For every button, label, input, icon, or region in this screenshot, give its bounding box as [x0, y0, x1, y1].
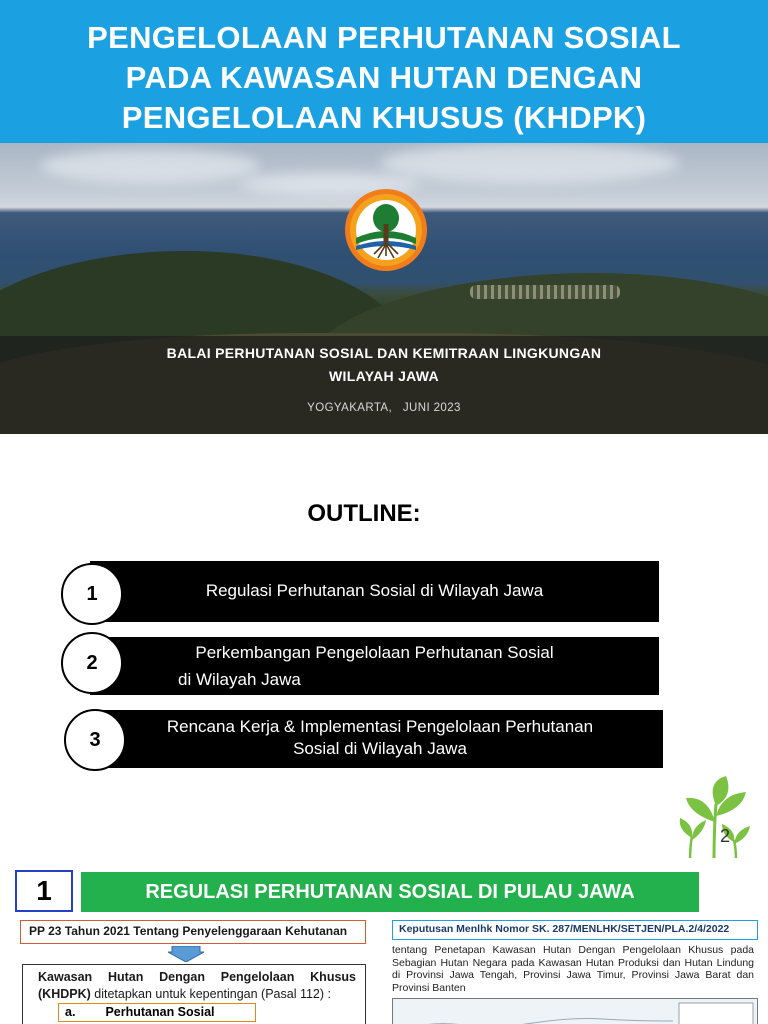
organization-line-2: WILAYAH JAWA [329, 368, 439, 384]
sk-decree-text: tentang Penetapan Kawasan Hutan Dengan Pengelolaan Khusus pada Sebagian Hutan Negara pada Kawasan Hutan Produksi dan Hutan Lindung di Provinsi Jawa Tengah, Provinsi Jawa Timur, Provinsi Jawa Barat dan Provinsi Banten [392, 944, 754, 994]
outline-item-3-text-line1: Rencana Kerja & Implementasi Pengelolaan Perhutanan [166, 717, 594, 736]
section-number-box: 1 [15, 870, 73, 912]
khdpk-item-marker: a. [65, 1005, 76, 1019]
outline-item-1 [90, 561, 659, 622]
title-line-3: PENGELOLAAN KHUSUS (KHDPK) [121, 100, 647, 135]
khdpk-item-a [58, 1003, 256, 1022]
outline-number-1: 1 [61, 563, 123, 625]
regulation-slide [0, 858, 768, 1024]
outline-item-2 [90, 637, 659, 695]
title-bar [0, 0, 768, 143]
outline-slide [0, 434, 768, 858]
khdpk-text-line2 [38, 987, 331, 1001]
outline-number-3: 3 [64, 709, 126, 771]
khdpk-item-label: Perhutanan Sosial [105, 1005, 215, 1019]
outline-number-2: 2 [61, 632, 123, 694]
ministry-tree-emblem-icon [344, 188, 428, 272]
khdpk-text-line2-rest: ditetapkan untuk kepentingan (Pasal 112) : [90, 987, 331, 1001]
outline-item-2-text-line1: Perkembangan Pengelolaan Perhutanan Sosial [195, 643, 554, 662]
page-number: 2 [720, 826, 731, 846]
outline-title: OUTLINE: [307, 500, 421, 527]
title-line-1: PENGELOLAAN PERHUTANAN SOSIAL [87, 20, 681, 55]
khdpk-abbrev: (KHDPK) [38, 987, 91, 1001]
title-slide [0, 0, 768, 434]
outline-item-2-text-line2: di Wilayah Jawa [178, 670, 301, 689]
section-banner: REGULASI PERHUTANAN SOSIAL DI PULAU JAWA [81, 872, 699, 912]
sk-decree-title: Keputusan Menlhk Nomor SK. 287/MENLHK/SETJEN/PLA.2/4/2022 [392, 920, 758, 940]
khdpk-map-thumbnail [392, 998, 758, 1024]
location-date: YOGYAKARTA, JUNI 2023 [307, 402, 461, 414]
map-outline-icon [393, 999, 759, 1024]
title-line-2: PADA KAWASAN HUTAN DENGAN [125, 60, 643, 95]
outline-item-3 [97, 710, 663, 768]
sprout-plant-icon [676, 774, 752, 864]
organization-line-1: BALAI PERHUTANAN SOSIAL DAN KEMITRAAN LINGKUNGAN [166, 345, 602, 361]
khdpk-text-line1: Kawasan Hutan Dengan Pengelolaan Khusus [38, 970, 356, 984]
down-arrow-icon [168, 946, 204, 962]
outline-item-1-text: Regulasi Perhutanan Sosial di Wilayah Jawa [205, 581, 544, 600]
pp-regulation-title: PP 23 Tahun 2021 Tentang Penyelenggaraan Kehutanan [20, 920, 366, 944]
outline-item-3-text-line2: Sosial di Wilayah Jawa [293, 739, 467, 758]
